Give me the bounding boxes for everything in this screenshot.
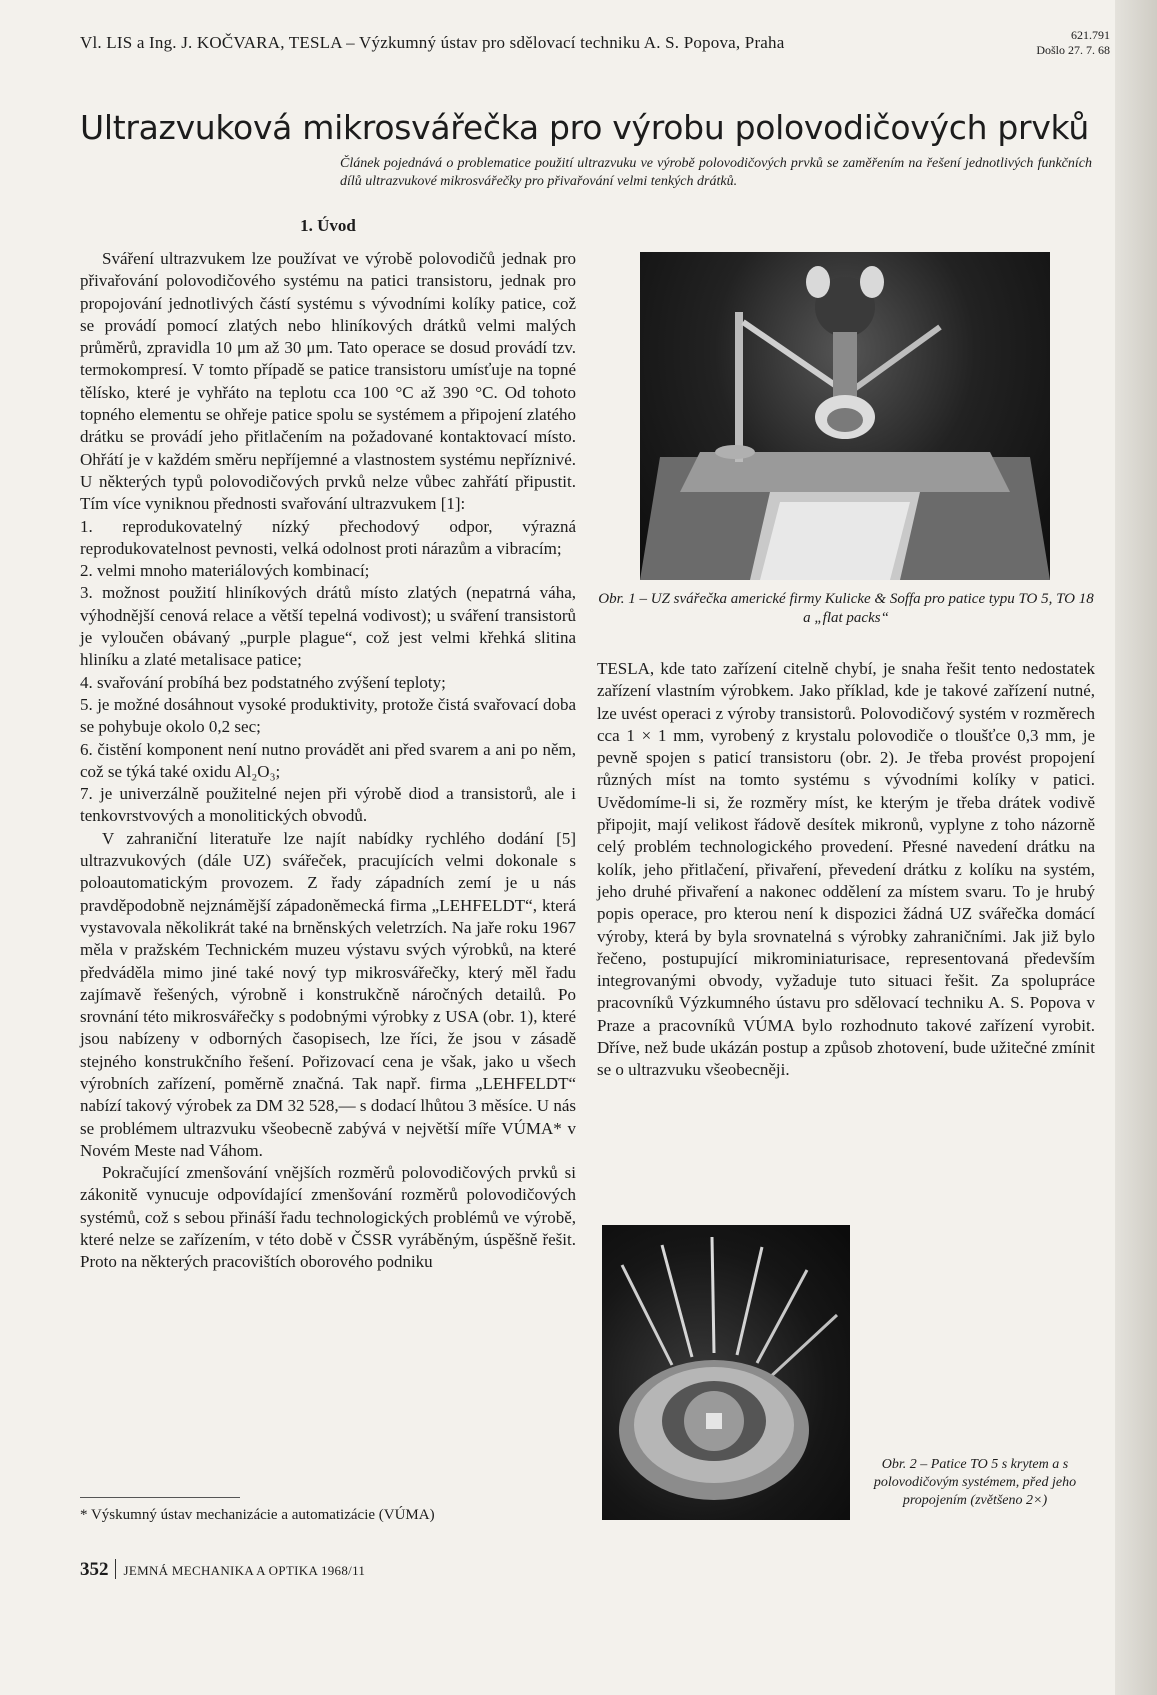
figure-1-caption: Obr. 1 – UZ svářečka americké firmy Kulicke & Soffa pro patice typu TO 5, TO 18 a „flat packs“	[598, 591, 1094, 626]
ultrasonic-welder-illustration	[640, 252, 1050, 580]
page-number: 352	[80, 1559, 109, 1580]
list-item-3: 3. možnost použití hliníkových drátů místo zlatých (nepatrná váha, výhodnější cenová relace a větší tepelná vodivost); u sváření transistorů je vyloučen obávaný „purple plague“, což jest velmi křehká slitina hliníku a zlaté metalisace patice;	[80, 583, 576, 670]
article-abstract: Článek pojednává o problematice použití ultrazvuku ve výrobě polovodičových prvků se zaměřením na řešení jednotlivých funkčních dílů ultrazvukové mikrosvářečky pro přivařování velmi tenkých drátků.	[340, 156, 1092, 189]
footer-divider	[115, 1559, 116, 1579]
list-item-4: 4. svařování probíhá bez podstatného zvýšení teploty;	[80, 672, 446, 692]
right-column	[597, 658, 1095, 1082]
article-title: Ultrazvuková mikrosvářečka pro výrobu polovodičových prvků	[80, 108, 1089, 148]
list-item-5: 5. je možné dosáhnout vysoké produktivity, protože čistá svařovací doba se pohybuje okolo 0,2 sec;	[80, 694, 576, 737]
transistor-header-illustration	[602, 1225, 850, 1520]
footnote: * Výskumný ústav mechanizácie a automatizácie (VÚMA)	[80, 1507, 435, 1523]
author-byline: Vl. LIS a Ing. J. KOČVARA, TESLA – Výzkumný ústav pro sdělovací techniku A. S. Popova, Praha	[80, 33, 785, 52]
list-item-2: 2. velmi mnoho materiálových kombinací;	[80, 561, 370, 581]
paragraph-intro: Sváření ultrazvukem lze používat ve výrobě polovodičů jednak pro přivařování polovodičového systému na patici transistoru, jednak pro propojování jednotlivých částí systému s vývodními kolíky patice, což se provádí pomocí zlatých nebo hliníkových drátků velmi malých průměrů, zpravidla 10 μm až 30 μm. Tato operace se dosud provádí tzv. termokompresí. V tomto případě se patice transistoru umísťuje na topné tělísko, které je vyhřáto na teplotu cca 100 °C až 390 °C. Od tohoto topného elementu se ohřeje patice spolu se systémem a připojení zlatého drátku se provádí jeho přitlačením na požadované kontaktovací místo. Ohřátí je v každém směru nepříjemné a vlastnostem systému nepříznivé. U některých typů polovodičových prvků nelze vůbec zahřátí připustit. Tím více vyniknou přednosti svařování ultrazvukem [1]:	[80, 249, 576, 514]
section-heading: 1. Úvod	[300, 216, 356, 235]
classification-block	[1000, 28, 1110, 58]
left-column	[80, 248, 576, 1274]
figure-2-photo	[602, 1225, 850, 1520]
figure-1-photo	[640, 252, 1050, 580]
figure-2-caption: Obr. 2 – Patice TO 5 s krytem a s polovodičovým systémem, před jeho propojením (zvětšeno 2×)	[873, 1457, 1077, 1508]
received-date: Došlo 27. 7. 68	[1036, 43, 1110, 57]
journal-name: JEMNÁ MECHANIKA A OPTIKA 1968/11	[123, 1563, 366, 1578]
page-footer	[80, 1559, 580, 1581]
page-edge-shadow	[1115, 0, 1157, 1695]
list-item-1: 1. reprodukovatelný nízký přechodový odpor, výrazná reprodukovatelnost pevnosti, velká odolnost proti nárazům a vibracím;	[80, 516, 576, 558]
footnote-divider	[80, 1497, 240, 1498]
list-item-7: 7. je univerzálně použitelné nejen při výrobě diod a transistorů, ale i tenkovrstvových a monolitických obvodů.	[80, 784, 576, 826]
list-item-6: 6. čistění komponent není nutno provádět ani před svarem a ani po něm, což se týká také oxidu Al₂O₃;	[80, 739, 576, 781]
udc-number: 621.791	[1071, 28, 1110, 42]
paragraph-miniaturisation: Pokračující zmenšování vnějších rozměrů polovodičových prvků si zákonitě vynucuje odpovídající zmenšování rozměrů polovodičových systémů, což s sebou přináší řadu technologických problémů ve výrobě, které nelze se zařízením, v této době v ČSSR vyráběným, úspěšně řešit. Proto na některých pracovištích oborového podniku	[80, 1163, 576, 1272]
paragraph-tesla: TESLA, kde tato zařízení citelně chybí, je snaha řešit tento nedostatek zařízení vlastním výrobkem. Jako příklad, kde je takové zařízení nutné, lze uvést operaci z výroby transistorů. Polovodičový systém v rozměrech cca 1 × 1 mm, vyrobený z krystalu polovodiče o tloušťce 0,3 mm, je pevně spojen s paticí transistoru (obr. 2). Je třeba provést propojení různých míst na tomto systému s vývodními kolíky v patici. Uvědomíme-li si, že rozměry míst, ke kterým je třeba drátek vodivě připojit, mají velikost řádově desítek mikronů, vyplyne z toho názorně celý problém technologického provedení. Přesné navedení drátku na kolík, jeho přitlačení, přivaření, převedení drátku z kolíku na systém, jeho druhé přivaření a nakonec oddělení za místem svaru. To je hrubý popis operace, pro kterou není k dispozici žádná UZ svářečka domácí výroby, která by byla srovnatelná s výrobky zahraničními. Jak již bylo řečeno, postupující mikrominiaturisace, representovaná především integrovanými obvody, vyžaduje tuto situaci řešit. Za spolupráce pracovníků Výzkumného ústavu pro sdělovací techniku A. S. Popova v Praze a pracovníků VÚMA bylo rozhodnuto takové zařízení vyrobit. Dříve, než bude ukázán postup a způsob zhotovení, bude užitečné zmínit se o ultrazvuku všeobecněji.	[597, 659, 1095, 1080]
paragraph-foreign-literature: V zahraniční literatuře lze najít nabídky rychlého dodání [5] ultrazvukových (dále UZ) svářeček, pracujících velmi dokonale s poloautomatickým provozem. Z řady západních zemí je u nás pravděpodobně nejznámější západoněmecká firma „LEHFELDT“, která vystavovala několikrát také na brněnských veletrzích. Na jaře roku 1967 měla v pražském Technickém muzeu výstavu svých výrobků, na které předváděla mimo jiné také nový typ mikrosvářečky, který měl řadu zajímavě řešených, výrobně i konstrukčně náročných detailů. Po srovnání této mikrosvářečky s podobnými výrobky z USA (obr. 1), které jsou nabízeny v odborných časopisech, lze říci, že jsou v zásadě stejného konstrukčního řešení. Pořizovací cena je však, jako u všech výrobních zařízení, poměrně značná. Tak např. firma „LEHFELDT“ nabízí takový výrobek za DM 32 528,— s dodací lhůtou 3 měsíce. U nás se problémem ultrazvuku všeobecně zabývá v největší míře VÚMA* v Novém Meste nad Váhom.	[80, 828, 576, 1160]
